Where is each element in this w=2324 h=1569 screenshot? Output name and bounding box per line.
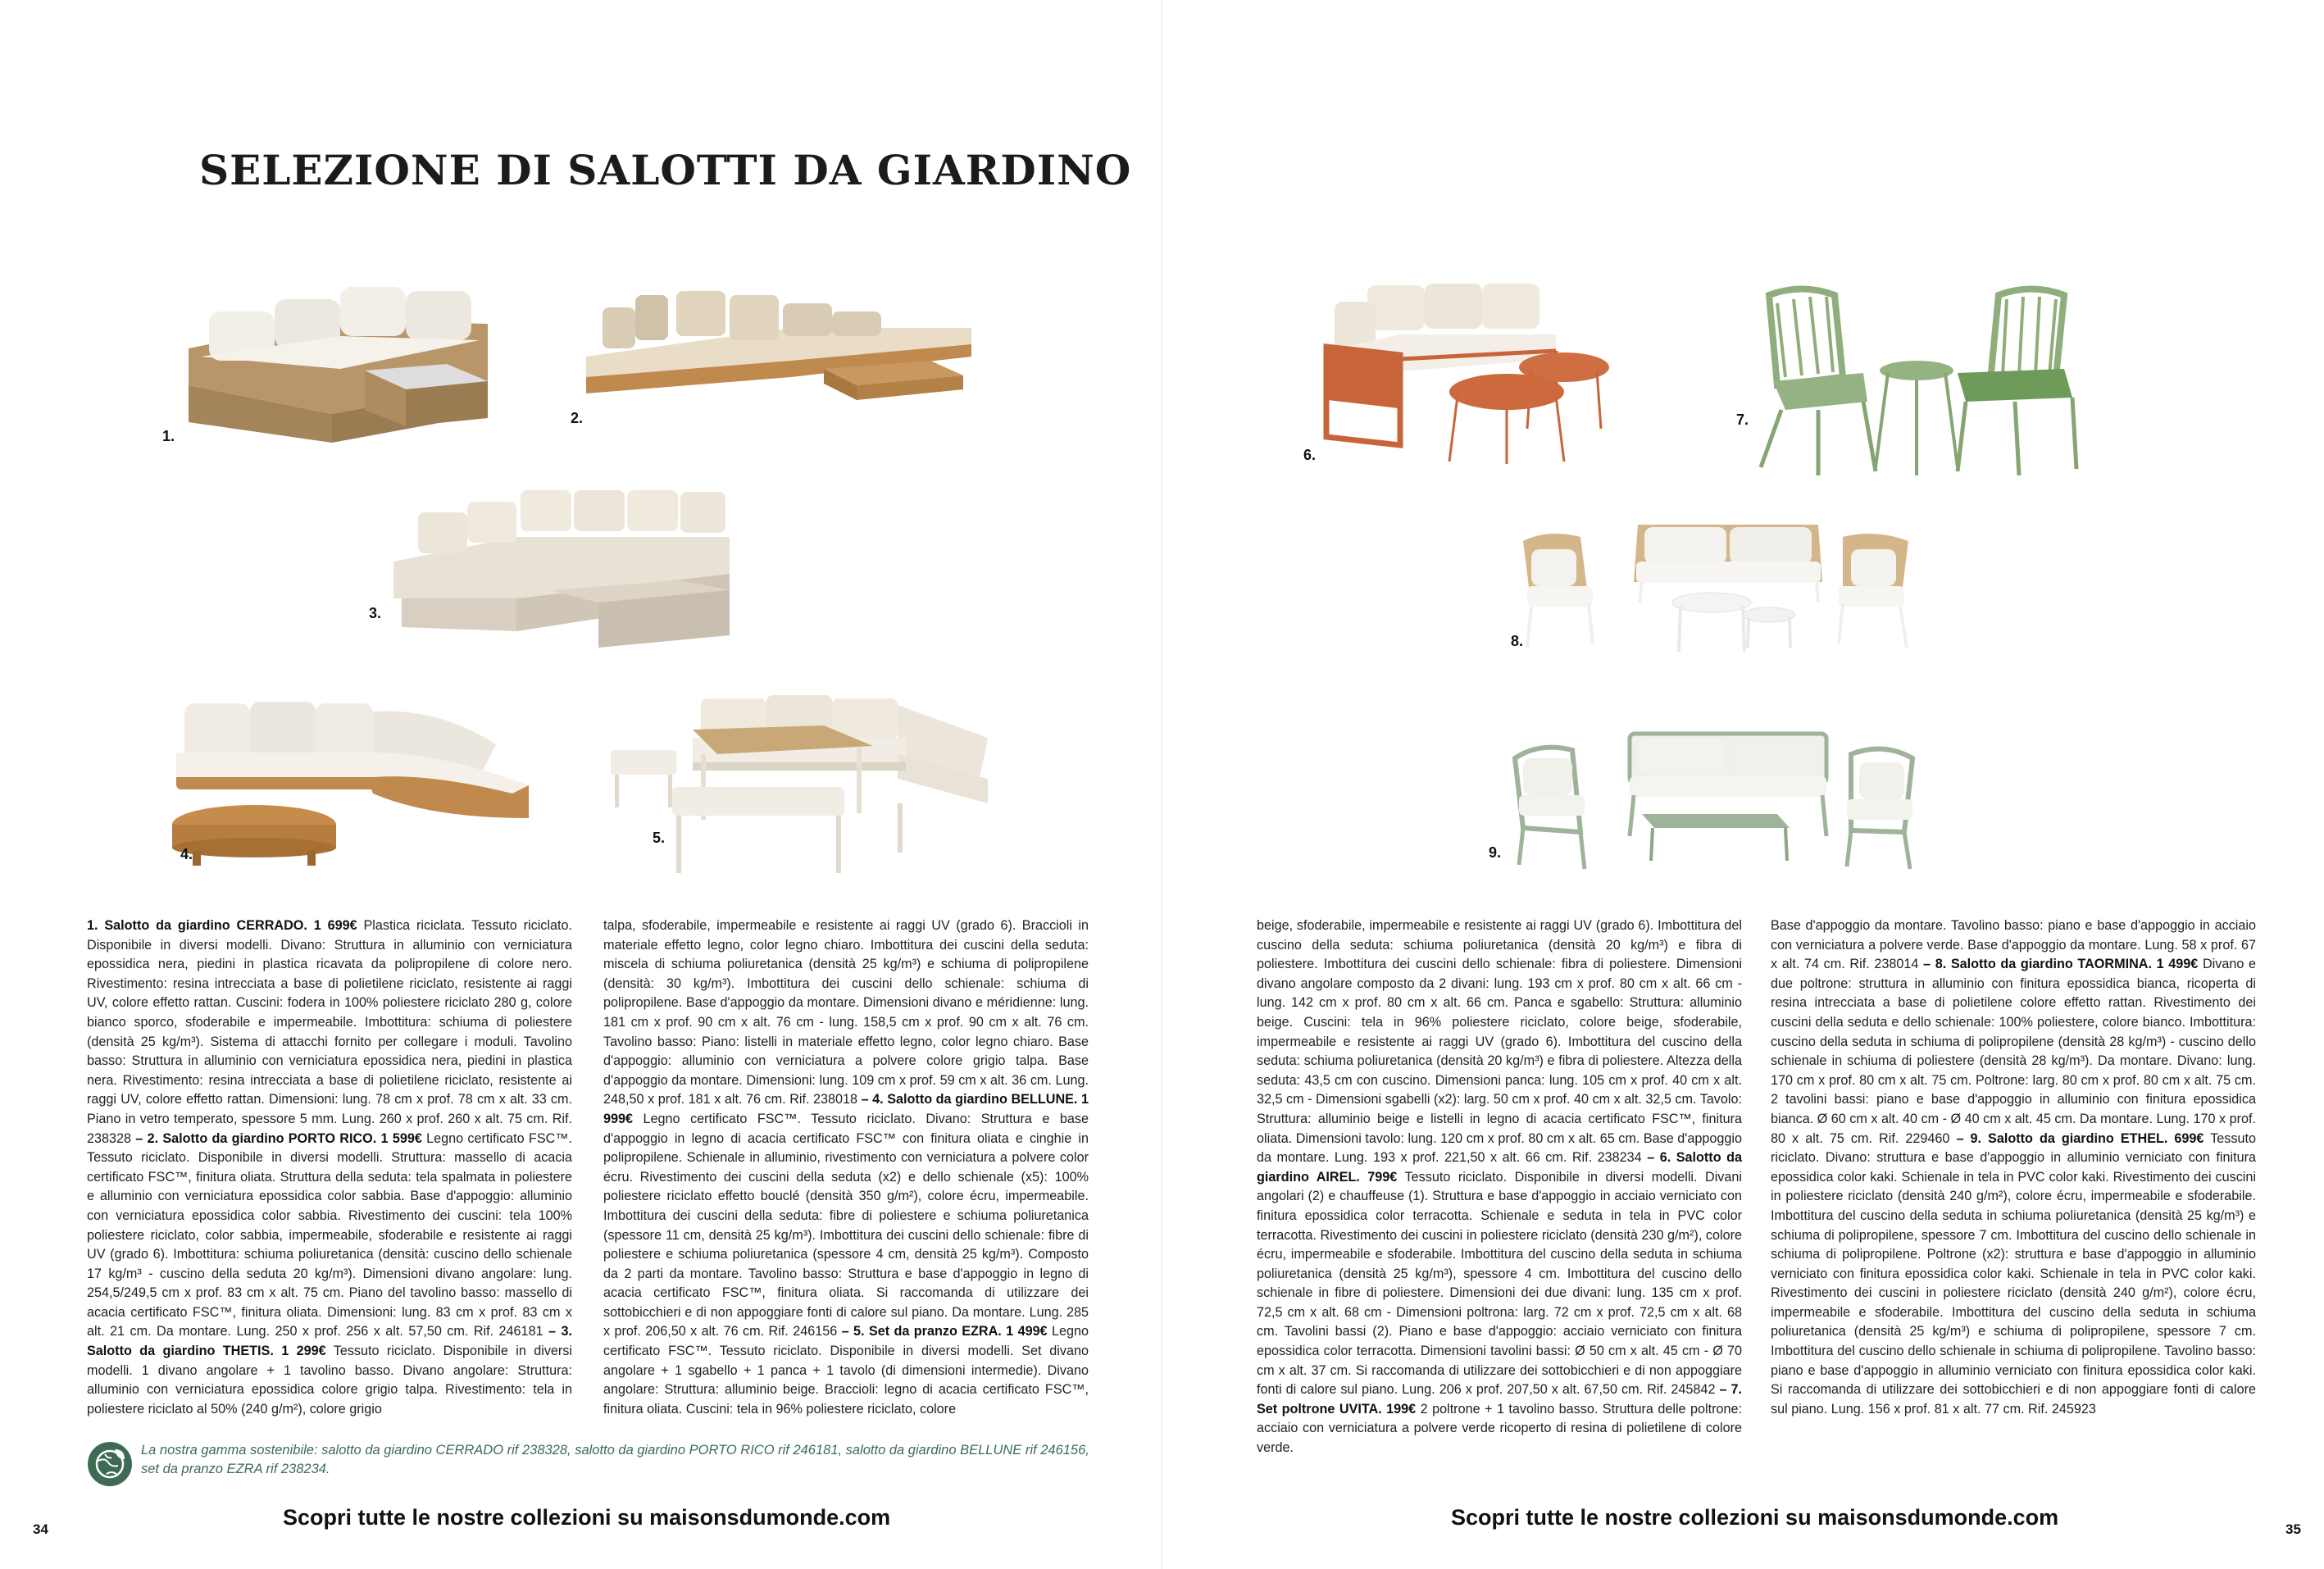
product-description: 2 poltrone + 1 tavolino basso. Struttura delle poltrone: acciaio con verniciatura a polvere verde ricoperto di resina di polietilene di colore verde. bbox=[1257, 1401, 1742, 1456]
product-description: Legno certificato FSC™. Tessuto riciclato. Disponibile in diversi modelli. Struttura: massello di acacia certificato FSC™, finitura oliata. Struttura della seduta: tela spalmata in poliestere e alluminio con verniciatura epossidica color sabbia. Base d'appoggio: alluminio con verniciatura epossidica color sabbia. Rivestimento dei cuscini: tela 100% poliestere riciclato, color sabbia, impermeabile, sfoderabile e resistente ai raggi UV (grado 6). Imbottitura: schiuma poliuretanica (densità: cuscino dello schienale 17 kg/m³ - cuscino della seduta 20 kg/m³). Dimensioni divano angolare: lung. 254,5/249,5 cm x prof. 83 cm x alt. 75 cm. Piano del tavolino basso: massello di acacia certificato FSC™, finitura oliata. Dimensioni: lung. 83 cm x prof. 83 cm x alt. 21 cm. Da montare. Lung. 250 x prof. 256 x alt. 57,50 cm. Rif. 246181 bbox=[87, 1130, 572, 1339]
product-description: talpa, sfoderabile, impermeabile e resistente ai raggi UV (grado 6). Braccioli in materiale effetto legno, color legno chiaro. Imbottitura dei cuscini della seduta: miscela di schiuma poliuretanica (densità 25 kg/m³) e schiuma di polipropilene (densità: 30 kg/m³). Imbottitura dei cuscini dello schienale: schiuma di polipropilene. Base d'appoggio da montare. Dimensioni divano e méridienne: lung. 181 cm x prof. 90 cm x alt. 76 cm - lung. 158,5 cm x prof. 90 cm x alt. 76 cm. Tavolino basso: Piano: listelli in materiale effetto legno, color legno chiaro. Base d'appoggio: alluminio con verniciatura a polvere colore grigio talpa. Base d'appoggio da montare. Dimensioni: lung. 109 cm x prof. 59 cm x alt. 36 cm. Lung. 248,50 x prof. 181 x alt. 76 cm. Rif. 238018 bbox=[603, 918, 1089, 1107]
product-image-porto-rico bbox=[586, 279, 980, 402]
product-description: Tessuto riciclato. Disponibile in diversi modelli. Divani angolari (2) e chauffeuse (1). Struttura e base d'appoggio in acciaio verniciato con finitura epossidica color terracotta. Schienale e seduta in tela in PVC color terracotta. Rivestimento dei cuscini in poliestere riciclato (densità 230 g/m²), colore écru, impermeabile e sfoderabile. Imbottitura del cuscino della seduta in schiuma poliuretanica (densità 25 kg/m³), spessore 4 cm. Imbottitura del cuscino dello schienale in fibre di poliestere. Dimensioni dei due divani: lung. 135 cm x prof. 72,5 cm x alt. 68 cm - Dimensioni poltrona: larg. 72 cm x prof. 72,5 cm x alt. 68 cm. Tavolini bassi (2). Piano e base d'appoggio: acciaio verniciato con finitura epossidica color terracotta. Dimensioni tavolini bassi: Ø 50 cm x alt. 45 cm - Ø 70 cm x alt. 37 cm. Si raccomanda di utilizzare dei sottobicchieri e di non appoggiare fonti di calore sul piano. Lung. 206 x prof. 207,50 x alt. 67,50 cm. Rif. 245842 bbox=[1257, 1169, 1742, 1398]
footer-link-text[interactable]: Scopri tutte le nostre collezioni su maisonsdumonde.com bbox=[283, 1505, 891, 1530]
product-heading: – 3. Salotto da giardino THETIS. 1 299€ bbox=[87, 1324, 572, 1359]
product-heading: – 5. Set da pranzo EZRA. 1 499€ bbox=[841, 1324, 1048, 1339]
product-heading: 1. Salotto da giardino CERRADO. 1 699€ bbox=[87, 918, 357, 933]
product-description: Legno certificato FSC™. Tessuto riciclato. Divano: Struttura e base d'appoggio in legno di acacia certificato FSC™ con finitura oliata e cinghie in polipropilene. Schienale in alluminio, rivestimento con verniciatura a polvere color écru. Rivestimento dei cuscini della seduta (x2) e dello schienale (x5): 100% poliestere riciclato effetto bouclé (densità 350 g/m²), colore écru, impermeabile. Imbottitura dei cuscini della seduta: fibre di poliestere e schiuma poliuretanica (spessore 11 cm, densità 25 kg/m³). Imbottitura dei cuscini dello schienale: fibre di poliestere e schiuma poliuretanica (spessore 4 cm, densità 25 kg/m³). Composto da 2 parti da montare. Tavolino basso: Struttura e base d'appoggio in legno di acacia certificato FSC™, finitura oliata. Si raccomanda di utilizzare dei sottobicchieri e di non appoggiare fonti di calore sul piano. Da montare. Lung. 285 x prof. 206,50 x alt. 76 cm. Rif. 246156 bbox=[603, 1111, 1089, 1339]
product-heading: – 9. Salotto da giardino ETHEL. 699€ bbox=[1956, 1130, 2204, 1146]
page-title: SELEZIONE DI SALOTTI DA GIARDINO bbox=[199, 146, 1132, 194]
product-image-ethel bbox=[1507, 725, 1925, 873]
product-heading: – 6. Salotto da giardino AIREL. 799€ bbox=[1257, 1150, 1742, 1185]
text-column-2 bbox=[603, 916, 1089, 1419]
text-column-1 bbox=[87, 916, 572, 1419]
product-number: 6. bbox=[1303, 447, 1317, 463]
text-column-4 bbox=[1771, 916, 2256, 1419]
product-number: 5. bbox=[653, 830, 666, 846]
product-number: 8. bbox=[1511, 633, 1524, 649]
product-heading: – 8. Salotto da giardino TAORMINA. 1 499€ bbox=[1923, 957, 2199, 972]
page-number: 35 bbox=[2285, 1521, 2301, 1537]
product-description: Plastica riciclata. Tessuto riciclato. Disponibile in diversi modelli. Divano: Struttura in alluminio con verniciatura epossidica nera, piedini in plastica ricavata da polipropilene di colore nero. Rivestimento: resina intrecciata a base di polietilene riciclato, resistente ai raggi UV, colore effetto rattan. Cuscini: fodera in 100% poliestere riciclato 280 g, colore bianco sporco, sfoderabile e impermeabile. Imbottitura: schiuma di poliestere (densità 25 kg/m³). Sistema di attacchi fornito per collegare i moduli. Tavolino basso: Struttura in alluminio con verniciatura epossidica nera, piedini in plastica nera. Rivestimento: resina intrecciata a base di polietilene riciclato, resistente ai raggi UV, colore effetto rattan. Dimensioni: lung. 78 cm x prof. 78 cm x alt. 33 cm. Piano in vetro temperato, spessore 5 mm. Lung. 260 x prof. 260 x alt. 75 cm. Rif. 238328 bbox=[87, 918, 572, 1146]
product-description: Legno certificato FSC™. Tessuto riciclato. Disponibile in diversi modelli. Set divano angolare + 1 sgabello + 1 panca + 1 tavolo (di dimensioni intermedie). Divano angolare: Struttura: alluminio beige. Braccioli: legno di acacia certificato FSC™, finitura oliata. Cuscini: tela in 96% poliestere riciclato, colore bbox=[603, 1324, 1089, 1417]
product-number: 9. bbox=[1489, 844, 1502, 861]
right-page bbox=[1162, 0, 2324, 1569]
product-number: 3. bbox=[369, 605, 382, 621]
product-number: 1. bbox=[162, 428, 175, 444]
product-number: 4. bbox=[180, 846, 193, 862]
sustainable-text: La nostra gamma sostenibile: salotto da giardino CERRADO rif 238328, salotto da giardino PORTO RICO rif 246181, salotto da giardino BELLUNE rif 246156, set da pranzo EZRA rif 238234. bbox=[141, 1443, 1089, 1476]
globe-leaf-icon bbox=[87, 1441, 133, 1487]
product-heading: – 4. Salotto da giardino BELLUNE. 1 999€ bbox=[603, 1092, 1089, 1126]
product-description: Tessuto riciclato. Divano: struttura e base d'appoggio in alluminio verniciato con finitura epossidica color kaki. Schienale in tela in PVC color kaki. Rivestimento dei cuscini in poliestere riciclato (densità 240 g/m²), colore écru, impermeabile e sfoderabile. Imbottitura del cuscino della seduta in schiuma poliuretanica (densità 25 kg/m³) e schiuma di polipropilene, spessore 7 cm. Imbottitura del cuscino dello schienale in schiuma di polipropilene. Poltrone (x2): struttura e base d'appoggio in alluminio verniciato con finitura epossidica color kaki. Schienale in tela in PVC color kaki. Rivestimento dei cuscini in poliestere riciclato (densità 240 g/m²), colore écru, impermeabile e sfoderabile. Imbottitura del cuscino della seduta in schiuma poliuretanica (densità 25 kg/m³) e schiuma di polipropilene, spessore 7 cm. Imbottitura del cuscino dello schienale in schiuma di polipropilene. Tavolino basso: piano e base d'appoggio in alluminio verniciato con finitura epossidica color kaki. Si raccomanda di utilizzare dei sottobicchieri e di non appoggiare fonti di calore sul piano. Lung. 156 x prof. 81 x alt. 77 cm. Rif. 245923 bbox=[1771, 1130, 2256, 1417]
product-image-cerrado bbox=[176, 279, 504, 443]
footer-link-text[interactable]: Scopri tutte le nostre collezioni su maisonsdumonde.com bbox=[1451, 1505, 2059, 1530]
product-heading: – 2. Salotto da giardino PORTO RICO. 1 599€ bbox=[135, 1130, 422, 1146]
product-description: Base d'appoggio da montare. Tavolino basso: piano e base d'appoggio in acciaio con verniciatura a polvere verde. Base d'appoggio da montare. Lung. 58 x prof. 67 x alt. 74 cm. Rif. 238014 bbox=[1771, 918, 2256, 972]
product-number: 7. bbox=[1736, 412, 1749, 428]
product-image-taormina bbox=[1507, 512, 1925, 668]
product-number: 2. bbox=[571, 410, 584, 426]
product-description: Tessuto riciclato. Disponibile in diversi modelli. 1 divano angolare + 1 tavolino basso. Divano angolare: Struttura: alluminio con verniciatura epossidica colore grigio talpa. Rivestimento: tela in poliestere riciclato al 50% (240 g/m²), colore grigio bbox=[87, 1344, 572, 1417]
product-image-uvita bbox=[1753, 279, 2081, 484]
page-number: 34 bbox=[33, 1521, 48, 1537]
sustainable-range-note bbox=[87, 1436, 1103, 1494]
product-image-bellune bbox=[168, 695, 545, 867]
product-description: Divano e due poltrone: struttura in alluminio con finitura epossidica bianca, ricoperta di resina intrecciata a base di polietilene colore effetto rattan. Rivestimento dei cuscini della seduta e dello schienale: 100% poliestere, colore bianco. Imbottitura: cuscino della seduta in schiuma di polipropilene (densità 28 kg/m³) - cuscino dello schienale in schiuma di poliestere (densità 28 kg/m³). Da montare. Divano: lung. 170 cm x prof. 80 cm x alt. 75 cm. Poltrone: larg. 80 cm x prof. 80 cm x alt. 75 cm. 2 tavolini bassi: piano e base d'appoggio in alluminio con finitura epossidica bianca. Ø 60 cm x alt. 40 cm - Ø 40 cm x alt. 45 cm. Da montare. Lung. 170 x prof. 80 x alt. 75 cm. Rif. 229460 bbox=[1771, 957, 2256, 1146]
product-image-thetis bbox=[385, 484, 746, 648]
product-image-airel bbox=[1318, 277, 1679, 466]
product-heading: – 7. Set poltrone UVITA. 199€ bbox=[1257, 1382, 1742, 1417]
product-description: beige, sfoderabile, impermeabile e resistente ai raggi UV (grado 6). Imbottitura del cuscino della seduta: schiuma poliuretanica (densità 20 kg/m³) e fibra di poliestere. Imbottitura dei cuscini dello schienale: fibra di poliestere. Dimensioni divano angolare composto da 2 divani: lung. 193 cm x prof. 80 cm x alt. 66 cm - lung. 142 cm x prof. 80 cm x alt. 66 cm. Panca e sgabello: Struttura: alluminio beige. Cuscini: tela in 96% poliestere riciclato, colore beige, sfoderabile, impermeabile e resistente ai raggi UV (grado 6). Imbottitura del cuscino della seduta: schiuma poliuretanica (densità 20 kg/m³) e fibra di poliestere. Altezza della seduta: 43,5 cm con cuscino. Dimensioni panca: lung. 105 cm x prof. 40 cm x alt. 32,5 cm - Dimensioni sgabelli (x2): larg. 50 cm x prof. 40 cm x alt. 32,5 cm. Tavolo: Struttura: alluminio beige e listelli in legno di acacia certificato FSC™, finitura oliata. Dimensioni tavolo: lung. 120 cm x prof. 80 cm x alt. 65 cm. Base d'appoggio da montare. Lung. 193 x prof. 221,50 x alt. 66 cm. Rif. 238234 bbox=[1257, 918, 1742, 1166]
product-image-ezra bbox=[611, 689, 996, 885]
text-column-3 bbox=[1257, 916, 1742, 1458]
